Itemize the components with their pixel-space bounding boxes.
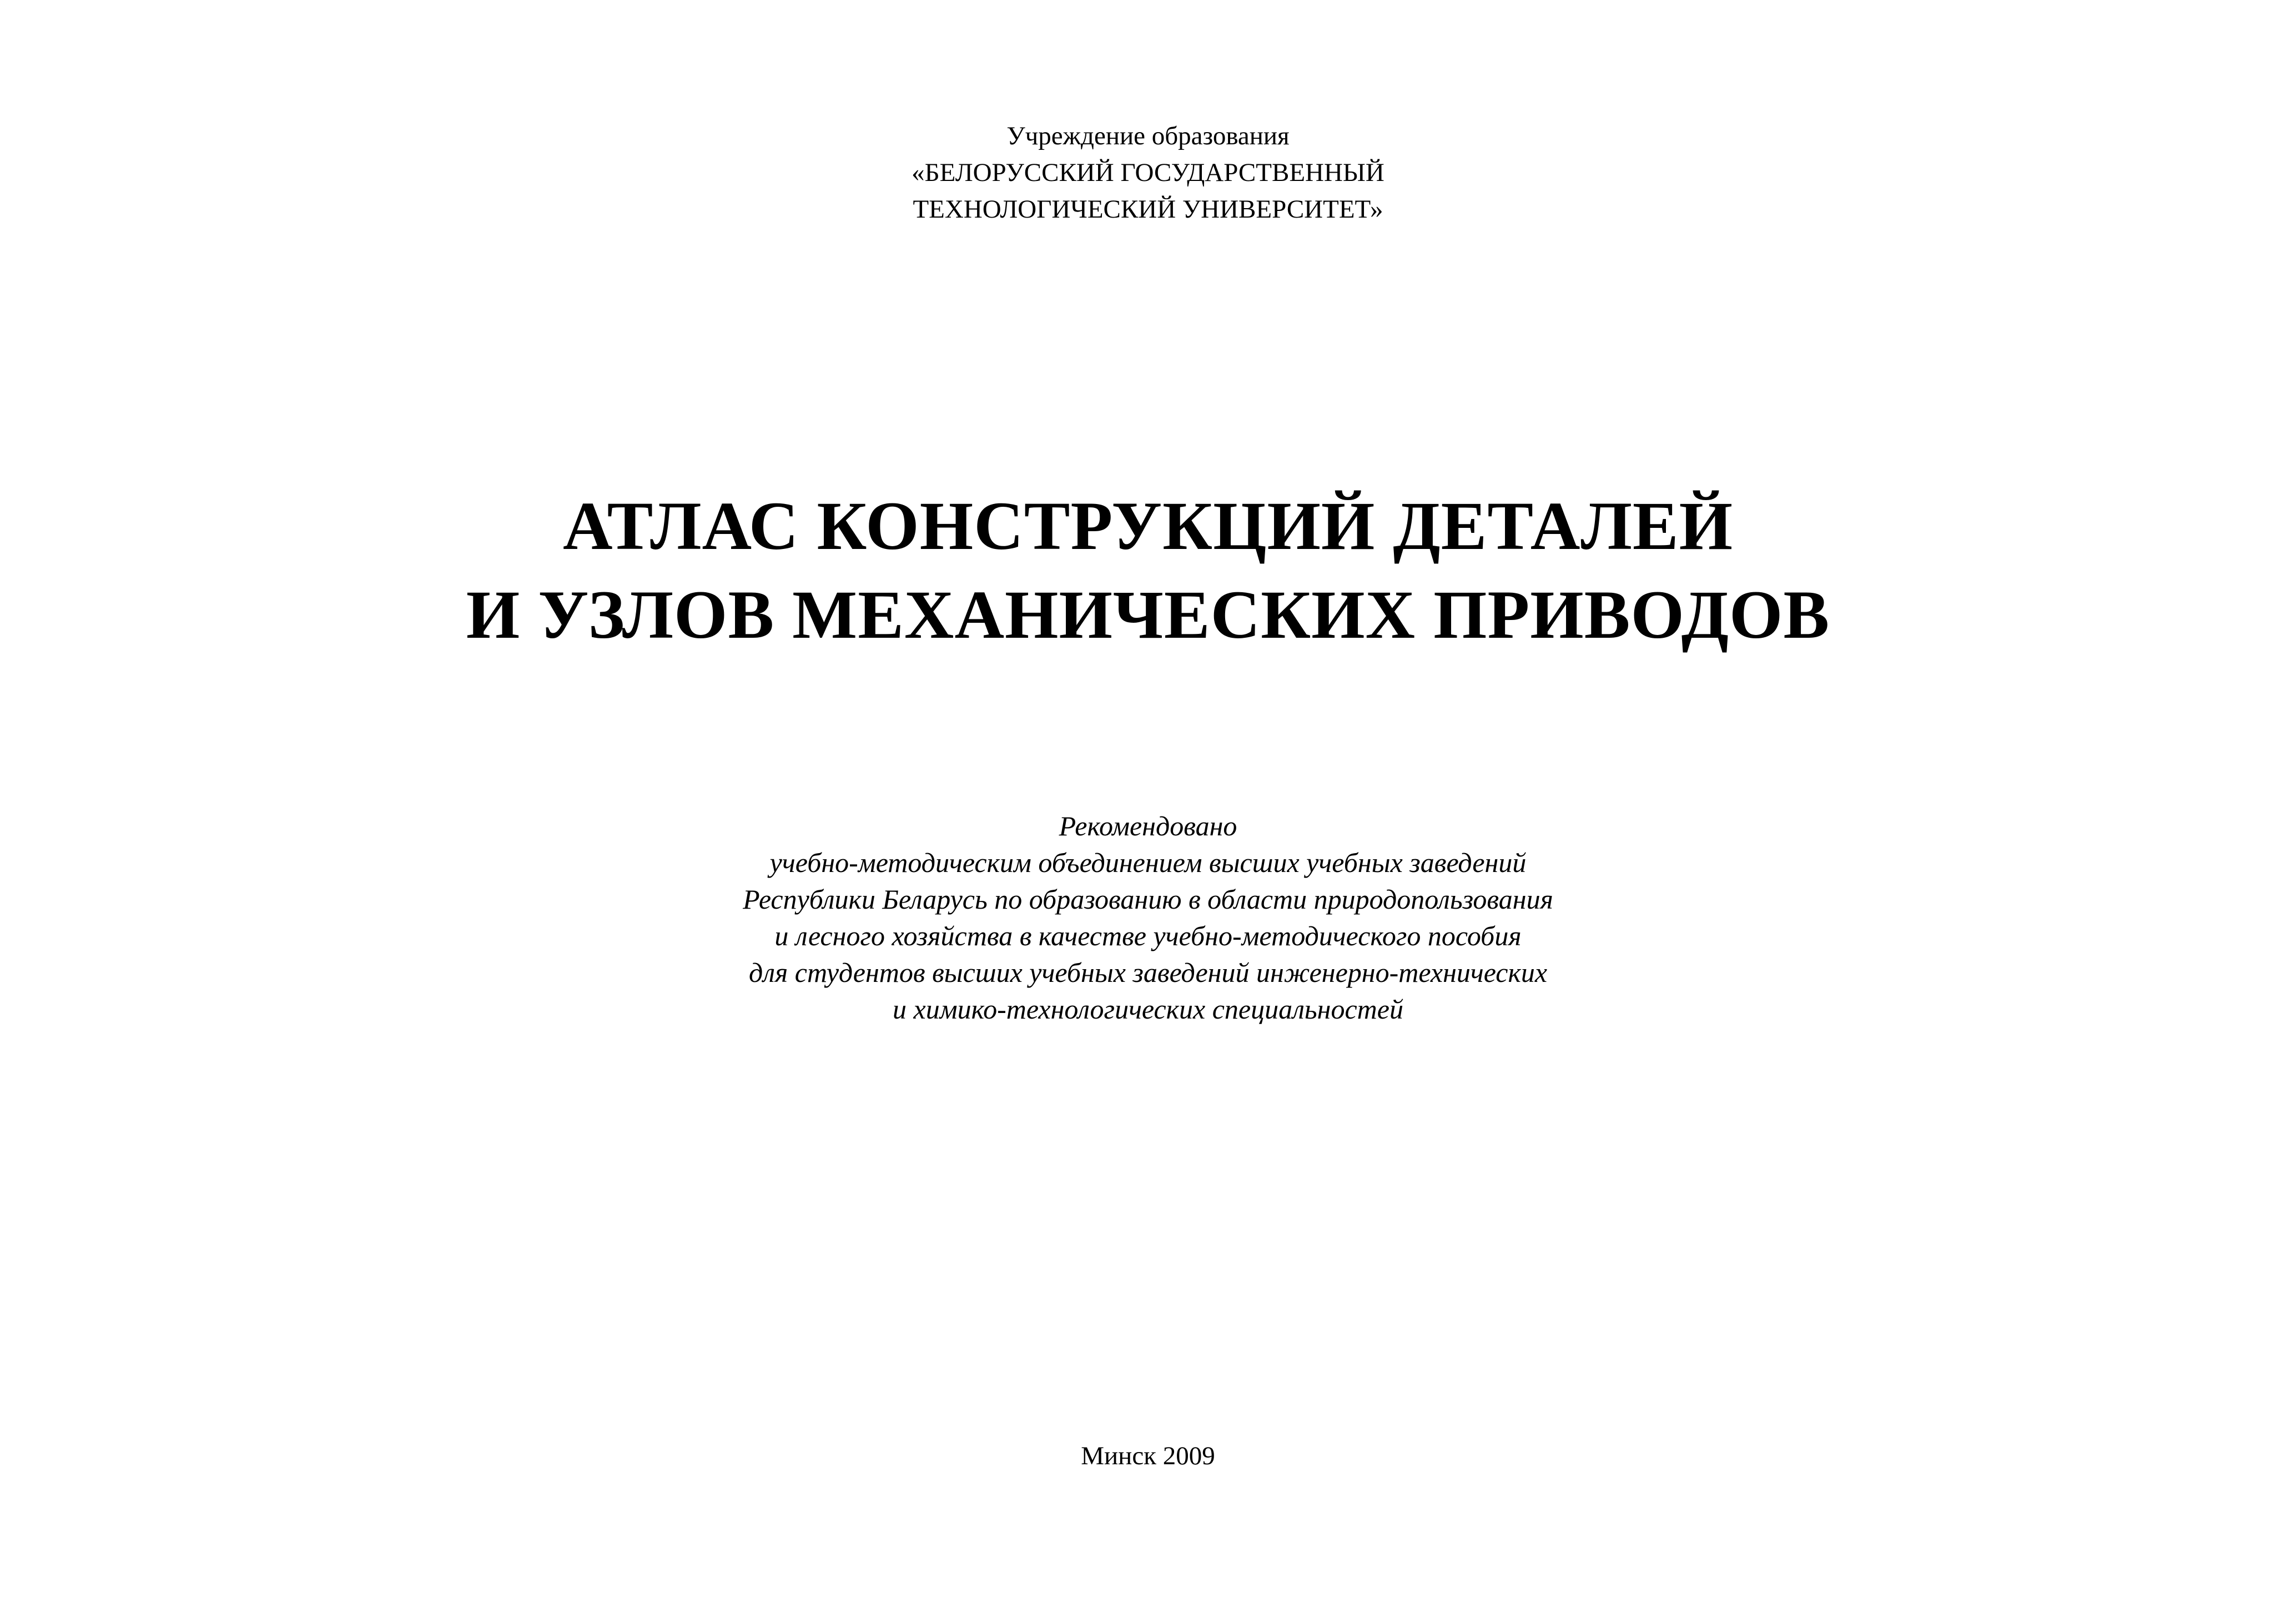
recommendation-line-5: для студентов высших учебных заведений инженерно-технических <box>748 957 1548 988</box>
institution-name-line-1: «БЕЛОРУССКИЙ ГОСУДАРСТВЕННЫЙ <box>912 158 1384 187</box>
institution-type: Учреждение образования <box>1006 122 1290 150</box>
institution-header <box>0 118 2296 228</box>
recommendation-line-6: и химико-технологических специальностей <box>893 994 1403 1025</box>
recommendation-line-4: и лесного хозяйства в качестве учебно-методического пособия <box>774 920 1522 951</box>
recommendation-line-1: Рекомендовано <box>1059 810 1237 841</box>
recommendation-note <box>0 808 2296 1027</box>
recommendation-line-3: Республики Беларусь по образованию в области природопользования <box>743 884 1553 915</box>
institution-name-line-2: ТЕХНОЛОГИЧЕСКИЙ УНИВЕРСИТЕТ» <box>913 195 1383 224</box>
recommendation-line-2: учебно-методическим объединением высших учебных заведений <box>769 847 1527 878</box>
imprint-city-year <box>0 1438 2296 1474</box>
document-title-line-2: И УЗЛОВ МЕХАНИЧЕСКИХ ПРИВОДОВ <box>466 577 1830 653</box>
document-title <box>0 482 2296 659</box>
city-year-text: Минск 2009 <box>1081 1441 1215 1470</box>
document-title-line-1: АТЛАС КОНСТРУКЦИЙ ДЕТАЛЕЙ <box>562 488 1734 564</box>
